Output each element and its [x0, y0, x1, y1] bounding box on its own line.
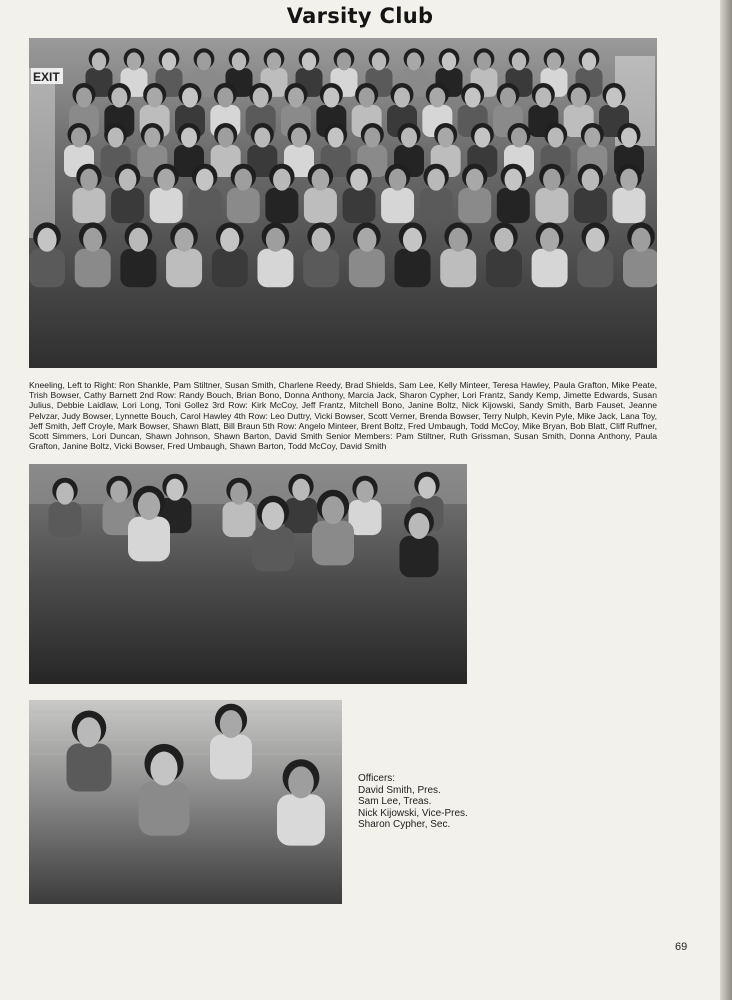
- officer-secretary: Sharon Cypher, Sec.: [358, 819, 451, 831]
- group-member-figure: [150, 164, 183, 223]
- senior-member-figure: [285, 474, 318, 533]
- officers-photo-image: [29, 700, 342, 904]
- group-member-figure: [535, 164, 568, 223]
- senior-member-figure: [128, 486, 170, 562]
- group-member-figure: [303, 222, 339, 287]
- senior-member-figure: [400, 507, 439, 577]
- photo-caption: Kneeling, Left to Right: Ron Shankle, Pam Stiltner, Susan Smith, Charlene Reedy, Brad Shields, Sam Lee, Kelly Minteer, Teresa Hawley, Paula Grafton, Mike Peate, Trish Bowser, Cathy Barnett 2nd Row: Randy Bouch, Brian Bono, Donna Anthony, Marcia Jack, Sharon Cypher, Lori Frantz, Sandy Kemp, Jimette Edwards, Susan Julius, Debbie Laidlaw, Lori Long, Toni Gollez 3rd Row: Kirk McCoy, Jeff Frantz, Mitchell Bono, Janine Boltz, Nick Kijowski, Sandy Smith, Barb Fauset, Jeanne Pelvzar, Judy Bowser, Lynnette Bouch, Carol Hawley 4th Row: Leo Duttry, Vicki Bowser, Scott Verner, Brenda Bowser, Terry Nulph, Kevin Pyle, Mike Jack, Lana Toy, Jeff Smith, Jeff Croyle, Mark Bowser, Shawn Blatt, Bill Braun 5th Row: Angelo Minteer, Brent Boltz, Fred Umbaugh, Todd McCoy, Mike Bryan, Bob Blatt, Cliff Ruffner, Scott Simmers, Lori Duncan, Shawn Johnson, Shawn Barton, David Smith Senior Members: Pam Stiltner, Ruth Grissman, Susan Smith, Donna Anthony, Paula Grafton, Janine Boltz, Vicki Bowser, Fred Umbaugh, Shawn Barton, Todd McCoy, David Smith: [29, 380, 657, 452]
- group-member-figure: [29, 222, 65, 287]
- page-title: Varsity Club: [286, 4, 434, 28]
- page-edge: [720, 0, 732, 1000]
- group-member-figure: [381, 164, 414, 223]
- officer-figure: [277, 759, 325, 845]
- senior-members-photo-image: [29, 464, 467, 684]
- officer-president: David Smith, Pres.: [358, 784, 441, 796]
- group-member-figure: [440, 222, 476, 287]
- officers-photo: [29, 700, 342, 904]
- group-member-figure: [623, 222, 657, 287]
- group-member-figure: [304, 164, 337, 223]
- senior-member-figure: [349, 476, 382, 535]
- officers-list: [358, 773, 468, 831]
- officer-figure: [67, 711, 112, 792]
- group-member-figure: [120, 222, 156, 287]
- group-photo: [29, 38, 657, 368]
- group-member-figure: [111, 164, 144, 223]
- group-member-figure: [574, 164, 607, 223]
- group-member-figure: [613, 164, 646, 223]
- officer-vice-president: Nick Kijowski, Vice-Pres.: [358, 807, 468, 819]
- page-number: 69: [675, 941, 688, 953]
- group-member-figure: [212, 222, 248, 287]
- officers-heading: Officers:: [358, 773, 396, 784]
- group-member-figure: [458, 164, 491, 223]
- group-member-figure: [577, 222, 613, 287]
- officer-figure: [210, 704, 252, 780]
- group-member-figure: [257, 222, 293, 287]
- group-member-figure: [227, 164, 260, 223]
- senior-member-figure: [49, 478, 82, 537]
- group-member-figure: [420, 164, 453, 223]
- group-photo-image: [29, 38, 657, 368]
- senior-members-photo: [29, 464, 467, 684]
- group-member-figure: [166, 222, 202, 287]
- senior-member-figure: [252, 496, 294, 572]
- group-member-figure: [532, 222, 568, 287]
- group-member-figure: [73, 164, 106, 223]
- group-member-figure: [265, 164, 298, 223]
- officer-figure: [139, 744, 190, 836]
- group-member-figure: [343, 164, 376, 223]
- officer-treasurer: Sam Lee, Treas.: [358, 796, 432, 808]
- group-member-figure: [349, 222, 385, 287]
- group-member-figure: [486, 222, 522, 287]
- group-member-figure: [395, 222, 431, 287]
- group-member-figure: [188, 164, 221, 223]
- group-member-figure: [497, 164, 530, 223]
- group-member-figure: [75, 222, 111, 287]
- senior-member-figure: [223, 478, 256, 537]
- exit-sign-text: EXIT: [33, 70, 60, 84]
- senior-member-figure: [312, 490, 354, 566]
